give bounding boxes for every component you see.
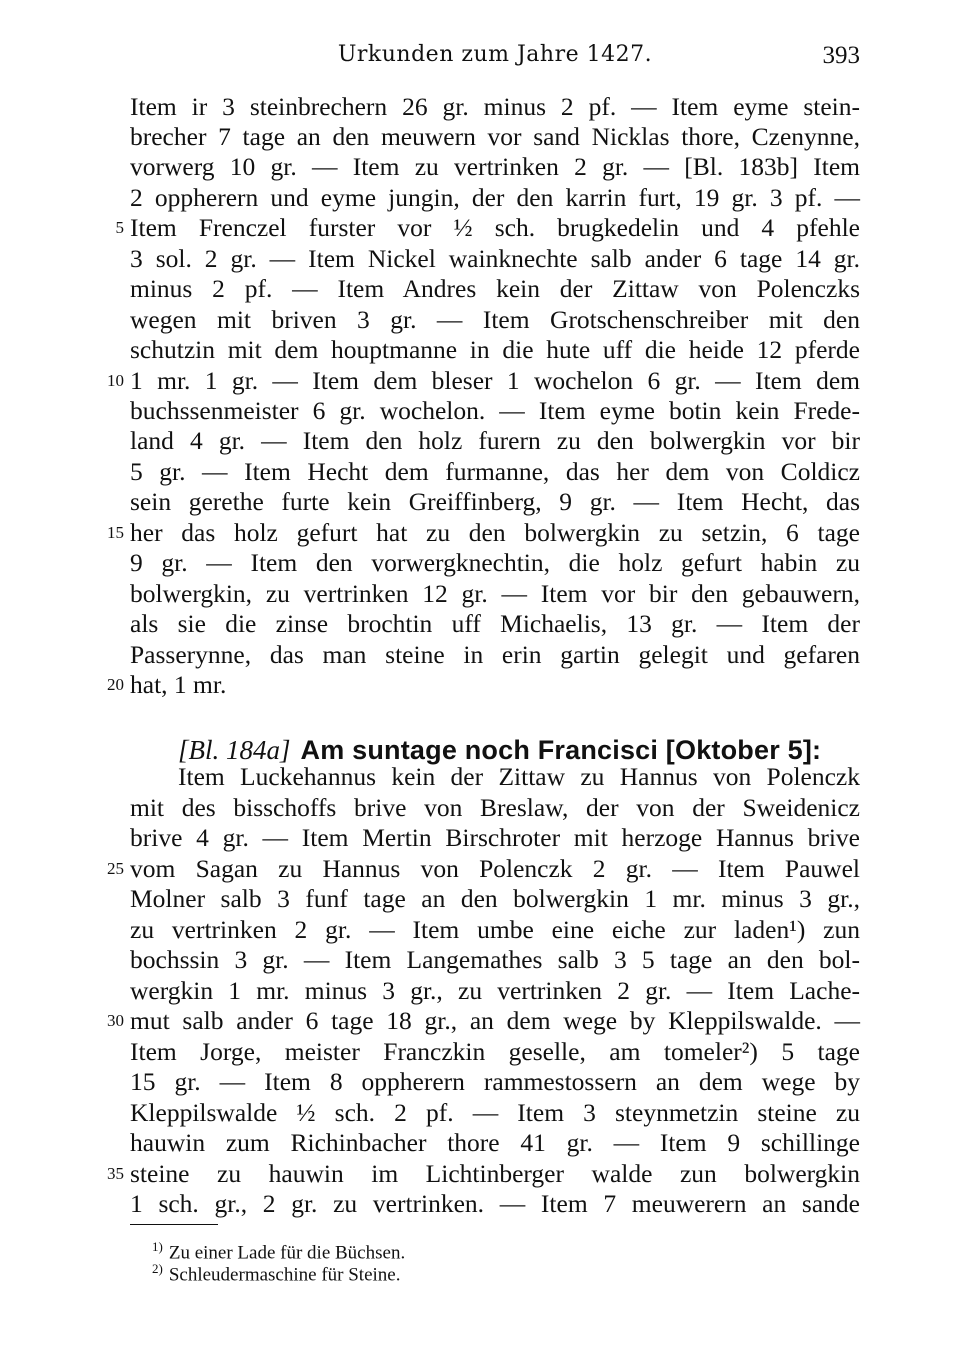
section-title: Am suntage noch Francisci [Oktober 5]:	[300, 735, 822, 765]
text-line: buchssenmeister 6 gr. wochelon. — Item eyme botin kein Frede-	[130, 396, 860, 425]
text-line: brive 4 gr. — Item Mertin Birschroter mit herzoge Hannus brive	[130, 823, 860, 852]
line-number: 5	[115, 218, 124, 237]
text-line: hat, 1 mr.	[130, 670, 227, 699]
text-line: Item Frenczel furster vor ½ sch. brugkedelin und 4 pfehle	[130, 213, 860, 242]
footnote-rule	[130, 1224, 218, 1225]
text-line: schutzin mit dem houptmanne in die hute uff die heide 12 pferde	[130, 335, 860, 364]
text-line: Item Jorge, meister Franczkin geselle, am tomeler²) 5 tage	[130, 1037, 860, 1066]
text-line: steine zu hauwin im Lichtinberger walde zun bolwergkin	[130, 1159, 860, 1188]
text-line: sein gerethe furte kein Greiffinberg, 9 gr. — Item Hecht, das	[130, 487, 860, 516]
page-number: 393	[822, 42, 860, 69]
text-line: Item ir 3 steinbrechern 26 gr. minus 2 pf. — Item eyme stein-	[130, 92, 860, 121]
text-line: her das holz gefurt hat zu den bolwergkin zu setzin, 6 tage	[130, 518, 860, 547]
line-number: 25	[107, 859, 124, 878]
text-line: mut salb ander 6 tage 18 gr., an dem wege by Kleppilswalde. —	[130, 1006, 860, 1035]
line-number: 10	[107, 371, 124, 390]
text-line: 1 sch. gr., 2 gr. zu vertrinken. — Item 7 meuwerern an sande	[130, 1189, 860, 1218]
text-line: minus 2 pf. — Item Andres kein der Zittaw von Polenczks	[130, 274, 860, 303]
text-line: 2 oppherern und eyme jungin, der den karrin furt, 19 gr. 3 pf. —	[130, 183, 860, 212]
text-line: 3 sol. 2 gr. — Item Nickel wainknechte salb ander 6 tage 14 gr.	[130, 244, 860, 273]
text-line: Item Luckehannus kein der Zittaw zu Hannus von Polenczk	[178, 762, 860, 791]
text-line: als sie die zinse brochtin uff Michaelis, 13 gr. — Item der	[130, 609, 860, 638]
text-line: vom Sagan zu Hannus von Polenczk 2 gr. — Item Pauwel	[130, 854, 860, 883]
footnote-mark: 2)	[152, 1261, 163, 1276]
text-line: 5 gr. — Item Hecht dem furmanne, das her dem von Coldicz	[130, 457, 860, 486]
text-line: 9 gr. — Item den vorwergknechtin, die holz gefurt habin zu	[130, 548, 860, 577]
line-number: 30	[107, 1011, 124, 1030]
text-line: Molner salb 3 funf tage an den bolwergkin 1 mr. minus 3 gr.,	[130, 884, 860, 913]
line-number: 20	[107, 675, 124, 694]
running-head: Urkunden zum Jahre 1427.	[337, 42, 653, 67]
text-line: zu vertrinken 2 gr. — Item umbe eine eiche zur laden¹) zun	[130, 915, 860, 944]
text-line: 1 mr. 1 gr. — Item dem bleser 1 wochelon 6 gr. — Item dem	[130, 366, 860, 395]
text-line: bolwergkin, zu vertrinken 12 gr. — Item vor bir den gebauwern,	[130, 579, 860, 608]
line-number: 15	[107, 523, 124, 542]
text-line: Passerynne, das man steine in erin gartin gelegit und gefaren	[130, 640, 860, 669]
footnote-mark: 1)	[152, 1239, 163, 1254]
text-line: mit des bisschoffs brive von Breslaw, der von der Sweidenicz	[130, 793, 860, 822]
text-line: wergkin 1 mr. minus 3 gr., zu vertrinken 2 gr. — Item Lache-	[130, 976, 860, 1005]
text-line: wegen mit briven 3 gr. — Item Grotschenschreiber mit den	[130, 305, 860, 334]
text-line: land 4 gr. — Item den holz furern zu den bolwergkin vor bir	[130, 426, 860, 455]
footnote-text: Zu einer Lade für die Büchsen.	[168, 1242, 406, 1264]
text-line: bochssin 3 gr. — Item Langemathes salb 3 5 tage an den bol-	[130, 945, 860, 974]
text-line: 15 gr. — Item 8 oppherern rammestossern an dem wege by	[130, 1067, 860, 1096]
text-line: hauwin zum Richinbacher thore 41 gr. — Item 9 schillinge	[130, 1128, 860, 1157]
folio-reference: [Bl. 184a]	[178, 735, 291, 765]
footnote	[152, 1258, 752, 1286]
text-line: vorwerg 10 gr. — Item zu vertrinken 2 gr. — [Bl. 183b] Item	[130, 152, 860, 181]
footnote-text: Schleudermaschine für Steine.	[168, 1264, 401, 1286]
page-header	[130, 42, 860, 76]
line-number: 35	[107, 1164, 124, 1183]
text-line: brecher 7 tage an den meuwern vor sand Nicklas thore, Czenynne,	[130, 122, 860, 151]
text-line: Kleppilswalde ½ sch. 2 pf. — Item 3 steynmetzin steine zu	[130, 1098, 860, 1127]
